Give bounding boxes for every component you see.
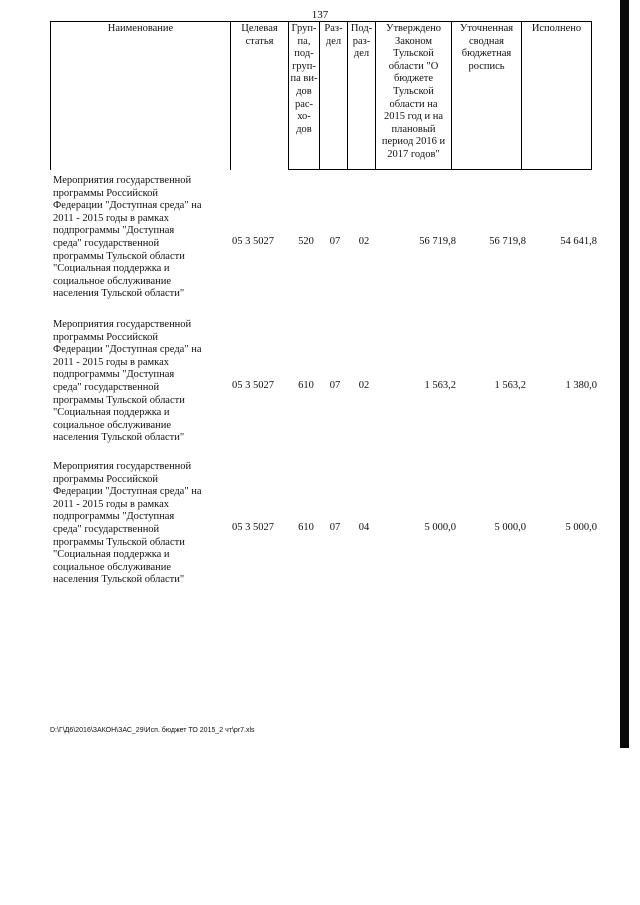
row-podrazdel: 02 [358, 380, 370, 391]
row-razdel: 07 [329, 236, 341, 247]
row-refined: 5 000,0 [494, 522, 526, 533]
header-podrazdel: Под- раз- дел [348, 22, 376, 170]
row-target-article: 05 3 5027 [232, 380, 274, 391]
header-refined: Уточненная сводная бюджетная роспись [452, 22, 522, 170]
row-executed: 54 641,8 [560, 236, 597, 247]
row-razdel: 07 [329, 380, 341, 391]
row-group: 520 [298, 236, 314, 247]
table-row [53, 175, 613, 310]
table-row [53, 319, 613, 454]
page-number: 137 [311, 9, 329, 21]
row-name: Мероприятия государственной программы Российской Федерации "Доступная среда" на 2011 - 2015 годы в рамках подпрограммы "Доступная среда" государственной программы Тульской области "Социальная поддержка и социальное обслуживание населения Тульской области" [53, 319, 202, 444]
header-approved: Утверждено Законом Тульской области "О бюджете Тульской области на 2015 год и на плановый период 2016 и 2017 годов" [376, 22, 452, 170]
scan-edge-bar [620, 0, 629, 748]
row-approved: 56 719,8 [419, 236, 456, 247]
header-name: Наименование [51, 22, 231, 170]
header-executed: Исполнено [522, 22, 592, 170]
row-approved: 5 000,0 [424, 522, 456, 533]
row-name: Мероприятия государственной программы Российской Федерации "Доступная среда" на 2011 - 2015 годы в рамках подпрограммы "Доступная среда" государственной программы Тульской области "Социальная поддержка и социальное обслуживание населения Тульской области" [53, 175, 202, 300]
row-podrazdel: 04 [358, 522, 370, 533]
table-header [50, 21, 592, 170]
row-podrazdel: 02 [358, 236, 370, 247]
table-row [53, 461, 613, 596]
row-group: 610 [298, 522, 314, 533]
row-target-article: 05 3 5027 [232, 236, 274, 247]
row-refined: 56 719,8 [489, 236, 526, 247]
file-path-footer: D:\Г\Д6\2016\ЗАКОН\ЗАС_29\Исп. бюджет ТО 2015_2 чт\pr7.xls [50, 727, 255, 734]
row-executed: 1 380,0 [565, 380, 597, 391]
header-group: Груп- па, под- груп- па ви- дов рас- хо- дов [289, 22, 320, 170]
row-group: 610 [298, 380, 314, 391]
header-target-article: Целевая статья [231, 22, 289, 170]
row-razdel: 07 [329, 522, 341, 533]
row-name: Мероприятия государственной программы Российской Федерации "Доступная среда" на 2011 - 2015 годы в рамках подпрограммы "Доступная среда" государственной программы Тульской области "Социальная поддержка и социальное обслуживание населения Тульской области" [53, 461, 202, 586]
row-approved: 1 563,2 [424, 380, 456, 391]
row-executed: 5 000,0 [565, 522, 597, 533]
row-target-article: 05 3 5027 [232, 522, 274, 533]
header-razdel: Раз- дел [320, 22, 348, 170]
row-refined: 1 563,2 [494, 380, 526, 391]
